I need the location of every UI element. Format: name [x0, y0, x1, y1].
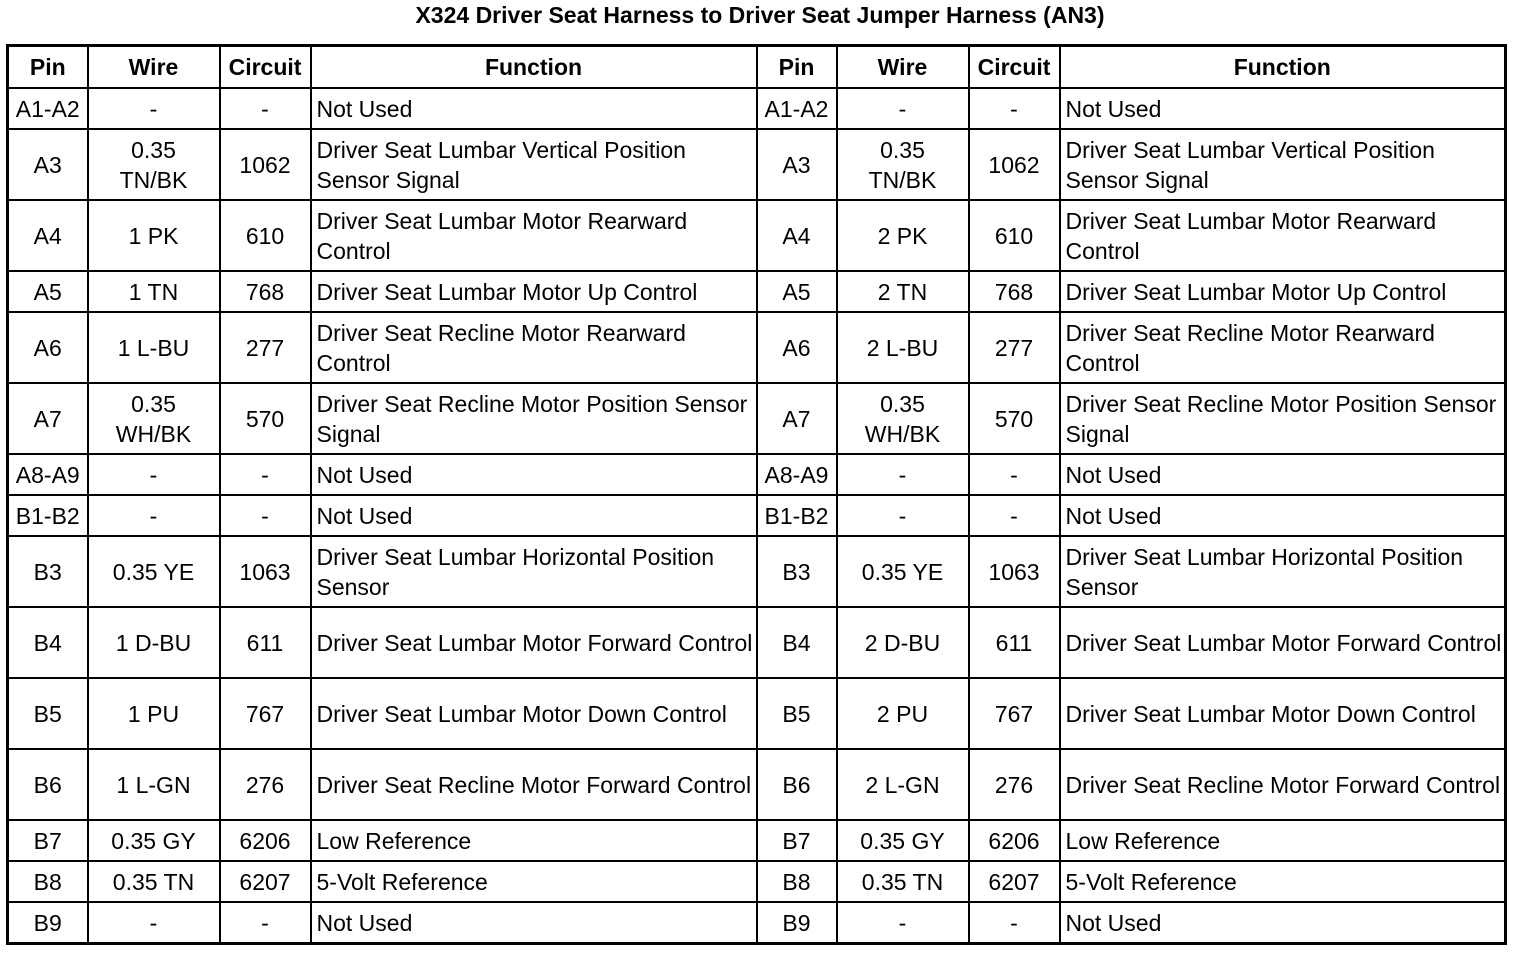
pin-cell: A7 — [8, 383, 88, 454]
pin-cell: A7 — [757, 383, 837, 454]
pin-cell: B9 — [757, 902, 837, 944]
circuit-cell: - — [220, 495, 311, 536]
wire-cell: 1 TN — [88, 271, 220, 312]
table-row — [8, 129, 1506, 200]
table-row — [8, 749, 1506, 820]
function-cell: Driver Seat Recline Motor Position Sensor Signal — [311, 383, 757, 454]
circuit-cell: 1063 — [220, 536, 311, 607]
wire-cell: 2 PU — [837, 678, 969, 749]
circuit-cell: 570 — [969, 383, 1060, 454]
circuit-cell: 768 — [969, 271, 1060, 312]
pin-cell: B6 — [8, 749, 88, 820]
function-cell: 5-Volt Reference — [311, 861, 757, 902]
function-cell: Driver Seat Lumbar Motor Forward Control — [311, 607, 757, 678]
wire-cell: 1 D-BU — [88, 607, 220, 678]
circuit-cell: 6206 — [969, 820, 1060, 861]
wire-cell: 0.35 TN — [88, 861, 220, 902]
wire-cell: - — [88, 902, 220, 944]
function-cell: Driver Seat Lumbar Motor Rearward Control — [311, 200, 757, 271]
pin-cell: A4 — [757, 200, 837, 271]
function-cell: Driver Seat Lumbar Motor Down Control — [311, 678, 757, 749]
wire-cell: - — [837, 88, 969, 129]
function-cell: Not Used — [311, 454, 757, 495]
pin-cell: A5 — [8, 271, 88, 312]
circuit-cell: 768 — [220, 271, 311, 312]
pin-cell: A1-A2 — [757, 88, 837, 129]
function-cell: Driver Seat Recline Motor Rearward Control — [1060, 312, 1506, 383]
circuit-cell: - — [220, 902, 311, 944]
wire-cell: 2 TN — [837, 271, 969, 312]
pin-cell: B7 — [757, 820, 837, 861]
function-cell: Driver Seat Lumbar Vertical Position Sensor Signal — [311, 129, 757, 200]
wire-color: WH/BK — [864, 420, 941, 447]
function-cell: Driver Seat Lumbar Vertical Position Sensor Signal — [1060, 129, 1506, 200]
table-row — [8, 454, 1506, 495]
table-row — [8, 536, 1506, 607]
wire-cell: 0.35 GY — [88, 820, 220, 861]
pin-cell: A4 — [8, 200, 88, 271]
wire-cell: 2 L-GN — [837, 749, 969, 820]
function-cell: Not Used — [1060, 88, 1506, 129]
wire-cell: 0.35 TN — [837, 861, 969, 902]
function-cell: Driver Seat Recline Motor Forward Control — [1060, 749, 1506, 820]
circuit-cell: 611 — [969, 607, 1060, 678]
function-cell: Driver Seat Lumbar Horizontal Position Sensor — [311, 536, 757, 607]
circuit-cell: - — [969, 495, 1060, 536]
table-row — [8, 312, 1506, 383]
function-cell: Not Used — [1060, 454, 1506, 495]
pinout-table — [6, 44, 1507, 945]
wire-cell: - — [837, 902, 969, 944]
pin-cell: B5 — [757, 678, 837, 749]
wire-cell: 0.35 YE — [88, 536, 220, 607]
circuit-cell: 610 — [969, 200, 1060, 271]
header-pin: Pin — [757, 46, 837, 89]
wire-size: 0.35 — [880, 390, 925, 417]
wire-cell: 2 PK — [837, 200, 969, 271]
circuit-cell: 767 — [220, 678, 311, 749]
wire-color: TN/BK — [119, 166, 188, 193]
circuit-cell: - — [220, 454, 311, 495]
wire-cell: - — [837, 454, 969, 495]
circuit-cell: - — [220, 88, 311, 129]
wire-size: 0.35 — [880, 136, 925, 163]
wire-cell: - — [88, 454, 220, 495]
wire-cell: - — [88, 495, 220, 536]
pin-cell: A6 — [8, 312, 88, 383]
page-title: X324 Driver Seat Harness to Driver Seat Jumper Harness (AN3) — [415, 2, 1105, 28]
table-row — [8, 88, 1506, 129]
pin-cell: B4 — [8, 607, 88, 678]
header-function: Function — [311, 46, 757, 89]
table-row — [8, 495, 1506, 536]
wire-cell — [837, 129, 969, 200]
table-row — [8, 902, 1506, 944]
wire-color: TN/BK — [868, 166, 937, 193]
wire-size: 0.35 — [131, 390, 176, 417]
circuit-cell: 1062 — [969, 129, 1060, 200]
header-circuit: Circuit — [969, 46, 1060, 89]
table-row — [8, 861, 1506, 902]
circuit-cell: 276 — [220, 749, 311, 820]
pin-cell: B9 — [8, 902, 88, 944]
function-cell: Driver Seat Recline Motor Rearward Control — [311, 312, 757, 383]
table-row — [8, 200, 1506, 271]
wire-cell: 1 PU — [88, 678, 220, 749]
pin-cell: A5 — [757, 271, 837, 312]
function-cell: Not Used — [311, 88, 757, 129]
pin-cell: B4 — [757, 607, 837, 678]
table-row — [8, 383, 1506, 454]
circuit-cell: 611 — [220, 607, 311, 678]
circuit-cell: 1062 — [220, 129, 311, 200]
circuit-cell: 6207 — [220, 861, 311, 902]
circuit-cell: - — [969, 88, 1060, 129]
wire-cell: 2 D-BU — [837, 607, 969, 678]
wire-cell: 1 L-GN — [88, 749, 220, 820]
wire-cell: - — [837, 495, 969, 536]
circuit-cell: 570 — [220, 383, 311, 454]
function-cell: Driver Seat Recline Motor Forward Control — [311, 749, 757, 820]
pin-cell: B5 — [8, 678, 88, 749]
function-cell: Driver Seat Lumbar Motor Up Control — [1060, 271, 1506, 312]
circuit-cell: 610 — [220, 200, 311, 271]
function-cell: Driver Seat Lumbar Motor Down Control — [1060, 678, 1506, 749]
function-cell: Low Reference — [1060, 820, 1506, 861]
wire-cell: - — [88, 88, 220, 129]
header-wire: Wire — [837, 46, 969, 89]
table-row — [8, 820, 1506, 861]
pin-cell: B8 — [757, 861, 837, 902]
function-cell: Driver Seat Lumbar Motor Rearward Control — [1060, 200, 1506, 271]
pin-cell: A1-A2 — [8, 88, 88, 129]
function-cell: Driver Seat Lumbar Motor Forward Control — [1060, 607, 1506, 678]
wire-cell — [88, 129, 220, 200]
function-cell: Not Used — [1060, 495, 1506, 536]
pin-cell: B3 — [757, 536, 837, 607]
wire-cell: 0.35 GY — [837, 820, 969, 861]
pin-cell: A8-A9 — [8, 454, 88, 495]
circuit-cell: 276 — [969, 749, 1060, 820]
circuit-cell: 6206 — [220, 820, 311, 861]
wire-cell: 0.35 YE — [837, 536, 969, 607]
table-row — [8, 271, 1506, 312]
function-cell: Driver Seat Recline Motor Position Sensor Signal — [1060, 383, 1506, 454]
function-cell: Not Used — [311, 495, 757, 536]
function-cell: 5-Volt Reference — [1060, 861, 1506, 902]
pin-cell: A8-A9 — [757, 454, 837, 495]
wire-cell: 1 L-BU — [88, 312, 220, 383]
pin-cell: B8 — [8, 861, 88, 902]
pin-cell: B1-B2 — [8, 495, 88, 536]
wire-color: WH/BK — [115, 420, 192, 447]
table-row — [8, 678, 1506, 749]
header-circuit: Circuit — [220, 46, 311, 89]
circuit-cell: - — [969, 902, 1060, 944]
circuit-cell: 1063 — [969, 536, 1060, 607]
pin-cell: A6 — [757, 312, 837, 383]
header-wire: Wire — [88, 46, 220, 89]
wire-size: 0.35 — [131, 136, 176, 163]
header-pin: Pin — [8, 46, 88, 89]
circuit-cell: 6207 — [969, 861, 1060, 902]
pin-cell: B6 — [757, 749, 837, 820]
circuit-cell: 277 — [969, 312, 1060, 383]
circuit-cell: - — [969, 454, 1060, 495]
header-function: Function — [1060, 46, 1506, 89]
function-cell: Low Reference — [311, 820, 757, 861]
pin-cell: B7 — [8, 820, 88, 861]
pin-cell: B1-B2 — [757, 495, 837, 536]
circuit-cell: 277 — [220, 312, 311, 383]
wire-cell: 1 PK — [88, 200, 220, 271]
function-cell: Not Used — [1060, 902, 1506, 944]
wire-cell — [837, 383, 969, 454]
header-row — [8, 46, 1506, 89]
pin-cell: A3 — [8, 129, 88, 200]
function-cell: Driver Seat Lumbar Horizontal Position Sensor — [1060, 536, 1506, 607]
circuit-cell: 767 — [969, 678, 1060, 749]
pin-cell: A3 — [757, 129, 837, 200]
wire-cell: 2 L-BU — [837, 312, 969, 383]
function-cell: Driver Seat Lumbar Motor Up Control — [311, 271, 757, 312]
table-row — [8, 607, 1506, 678]
wire-cell — [88, 383, 220, 454]
function-cell: Not Used — [311, 902, 757, 944]
pin-cell: B3 — [8, 536, 88, 607]
